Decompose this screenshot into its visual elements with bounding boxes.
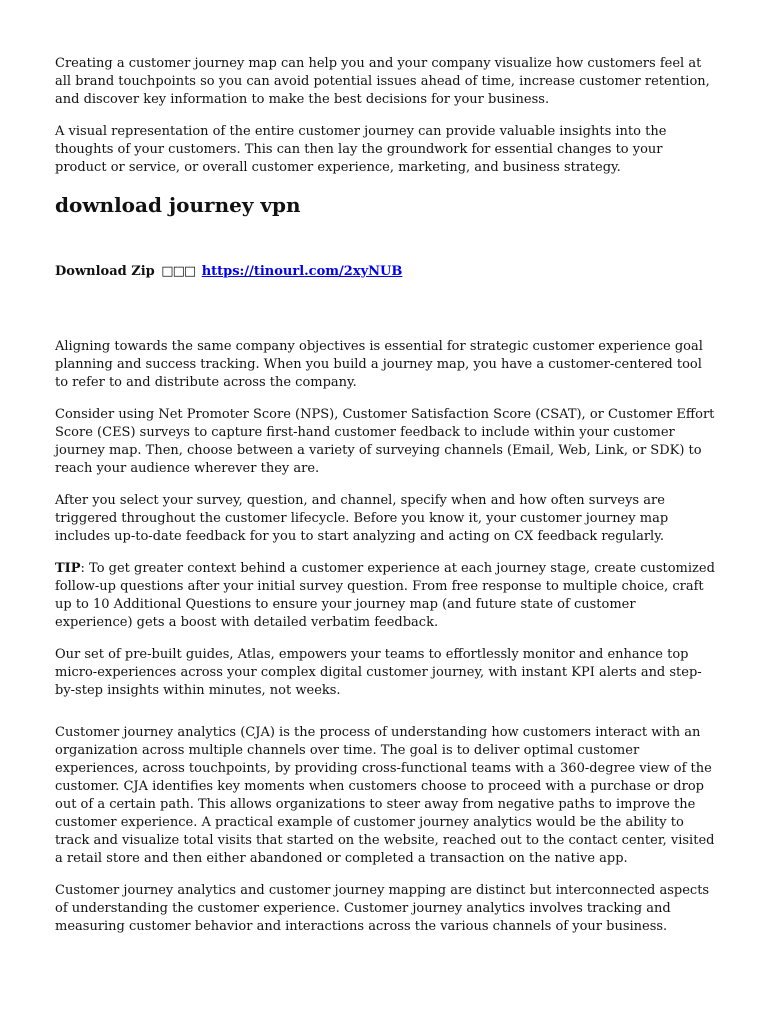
tip-text: : To get greater context behind a customer experience at each journey stage, create customized follow-up questions after your initial survey question. From free response to multiple choice, craft up to 10 Additional Questions to ensure your journey map (and future state of customer experience) gets a boost with detailed verbatim feedback. [55,561,715,630]
intro-paragraph-1: Creating a customer journey map can help you and your company visualize how customers feel at all brand touchpoints so you can avoid potential issues ahead of time, increase customer retention, and discover key information to make the best decisions for your business. [55,56,710,107]
placeholder-glyphs: □□□ [161,264,196,279]
tip-label: TIP [55,561,81,576]
body-paragraph-7: Customer journey analytics and customer journey mapping are distinct but interconnected aspects of understanding the customer experience. Customer journey analytics involves tracking and measuring customer behavior and interactions across the various channels of your business. [55,883,710,934]
body-paragraph-5: Our set of pre-built guides, Atlas, empowers your teams to effortlessly monitor and enhance top micro-experiences across your complex digital customer journey, with instant KPI alerts and step-by-step insights within minutes, not weeks. [55,647,702,698]
document-page [55,55,717,950]
download-link[interactable]: https://tinourl.com/2xyNUB [201,264,403,279]
intro-paragraph-2: A visual representation of the entire customer journey can provide valuable insights into the thoughts of your customers. This can then lay the groundwork for essential changes to your product or service, or overall customer experience, marketing, and business strategy. [55,124,667,175]
body-paragraph-2: Consider using Net Promoter Score (NPS), Customer Satisfaction Score (CSAT), or Customer Effort Score (CES) surveys to capture first-hand customer feedback to include within your customer journey map. Then, choose between a variety of surveying channels (Email, Web, Link, or SDK) to reach your audience wherever they are. [55,407,715,476]
download-line [55,263,717,281]
body-paragraph-1: Aligning towards the same company objectives is essential for strategic customer experience goal planning and success tracking. When you build a journey map, you have a customer-centered tool to refer to and distribute across the company. [55,339,703,390]
body-paragraph-6: Customer journey analytics (CJA) is the process of understanding how customers interact with an organization across multiple channels over time. The goal is to deliver optimal customer experiences, across touchpoints, by providing cross-functional teams with a 360-degree view of the customer. CJA identifies key moments when customers choose to proceed with a purchase or drop out of a certain path. This allows organizations to steer away from negative paths to improve the customer experience. A practical example of customer journey analytics would be the ability to track and visualize total visits that started on the website, reached out to the contact center, visited a retail store and then either abandoned or completed a transaction on the native app. [55,725,715,866]
spacer [55,714,717,724]
page-heading: download journey vpn [55,193,301,217]
download-label: Download Zip [55,264,155,279]
body-paragraph-3: After you select your survey, question, and channel, specify when and how often surveys are triggered throughout the customer lifecycle. Before you know it, your customer journey map includes up-to-date feedback for you to start analyzing and acting on CX feedback regularly. [55,493,669,544]
spacer [55,281,717,338]
tip-paragraph [55,560,717,632]
